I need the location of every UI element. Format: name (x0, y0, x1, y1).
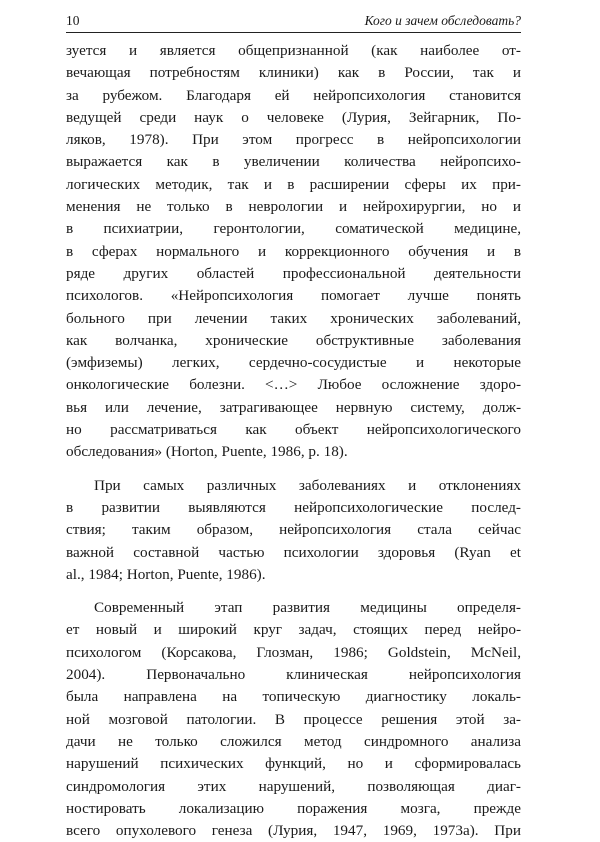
text-line: менения не только в неврологии и нейрохирургии, но и (66, 198, 521, 216)
text-line: ствия; таким образом, нейропсихология стала сейчас (66, 521, 521, 539)
paragraph (66, 597, 521, 842)
text-line: психологов. «Нейропсихология помогает лучше понять (66, 287, 521, 305)
running-header (66, 6, 521, 33)
body-text (66, 40, 521, 842)
text-line: 2004). Первоначально клиническая нейропсихология (66, 666, 521, 684)
text-line: всего опухолевого генеза (Лурия, 1947, 1969, 1973а). При (66, 822, 521, 840)
text-line: ет новый и широкий круг задач, стоящих перед нейро- (66, 621, 521, 639)
text-line: больного при лечении таких хронических заболеваний, (66, 309, 521, 327)
paragraph-gap (66, 464, 521, 475)
text-line: дачи не только сложился метод синдромного анализа (66, 732, 521, 750)
text-line: (эмфиземы) легких, сердечно-сосудистые и некоторые (66, 354, 521, 372)
running-title: Кого и зачем обследовать? (364, 13, 521, 28)
text-line: выражается как в увеличении количества нейропсихо- (66, 153, 521, 171)
paragraph (66, 475, 521, 586)
text-line: ведущей среди наук о человеке (Лурия, Зейгарник, По- (66, 108, 521, 126)
text-line: была направлена на топическую диагностику локаль- (66, 688, 521, 706)
text-line: обследования» (Horton, Puente, 1986, p. 18). (66, 443, 348, 461)
text-line: в сферах нормального и коррекционного обучения и в (66, 242, 521, 260)
text-line: важной составной частью психологии здоровья (Ryan et (66, 543, 521, 561)
text-line: психологом (Корсакова, Глозман, 1986; Goldstein, McNeil, (66, 643, 521, 661)
text-line: нарушений психических функций, но и сформировалась (66, 755, 521, 773)
text-line: как волчанка, хронические обструктивные заболевания (66, 331, 521, 349)
text-line: ностировать локализацию поражения мозга, прежде (66, 799, 521, 817)
text-line: вечающая потребностям клиники) как в России, так и (66, 64, 521, 82)
text-line: в психиатрии, геронтологии, соматической медицине, (66, 220, 521, 238)
page-number: 10 (66, 13, 80, 28)
text-line: ряде других областей профессиональной деятельности (66, 264, 521, 282)
text-line: При самых различных заболеваниях и отклонениях (94, 476, 521, 494)
text-line: Современный этап развития медицины определя- (94, 599, 521, 617)
text-line: синдромология этих нарушений, позволяющая диаг- (66, 777, 521, 795)
text-line: вья или лечение, затрагивающее нервную систему, долж- (66, 398, 521, 416)
text-line: зуется и является общепризнанной (как наиболее от- (66, 42, 521, 59)
text-line: ной мозговой патологии. В процессе решения этой за- (66, 710, 521, 728)
paragraph (66, 40, 521, 464)
text-line: в развитии выявляются нейропсихологические послед- (66, 498, 521, 516)
text-line: онкологические болезни. <…> Любое осложнение здоро- (66, 376, 521, 394)
text-line: за рубежом. Благодаря ей нейропсихология становится (66, 86, 521, 104)
paragraph-gap (66, 586, 521, 597)
text-line: логических методик, так и в расширении сферы их при- (66, 175, 521, 193)
text-line: но рассматриваться как объект нейропсихологического (66, 421, 521, 439)
text-line: ляков, 1978). При этом прогресс в нейропсихологии (66, 131, 521, 149)
text-line: al., 1984; Horton, Puente, 1986). (66, 565, 266, 583)
